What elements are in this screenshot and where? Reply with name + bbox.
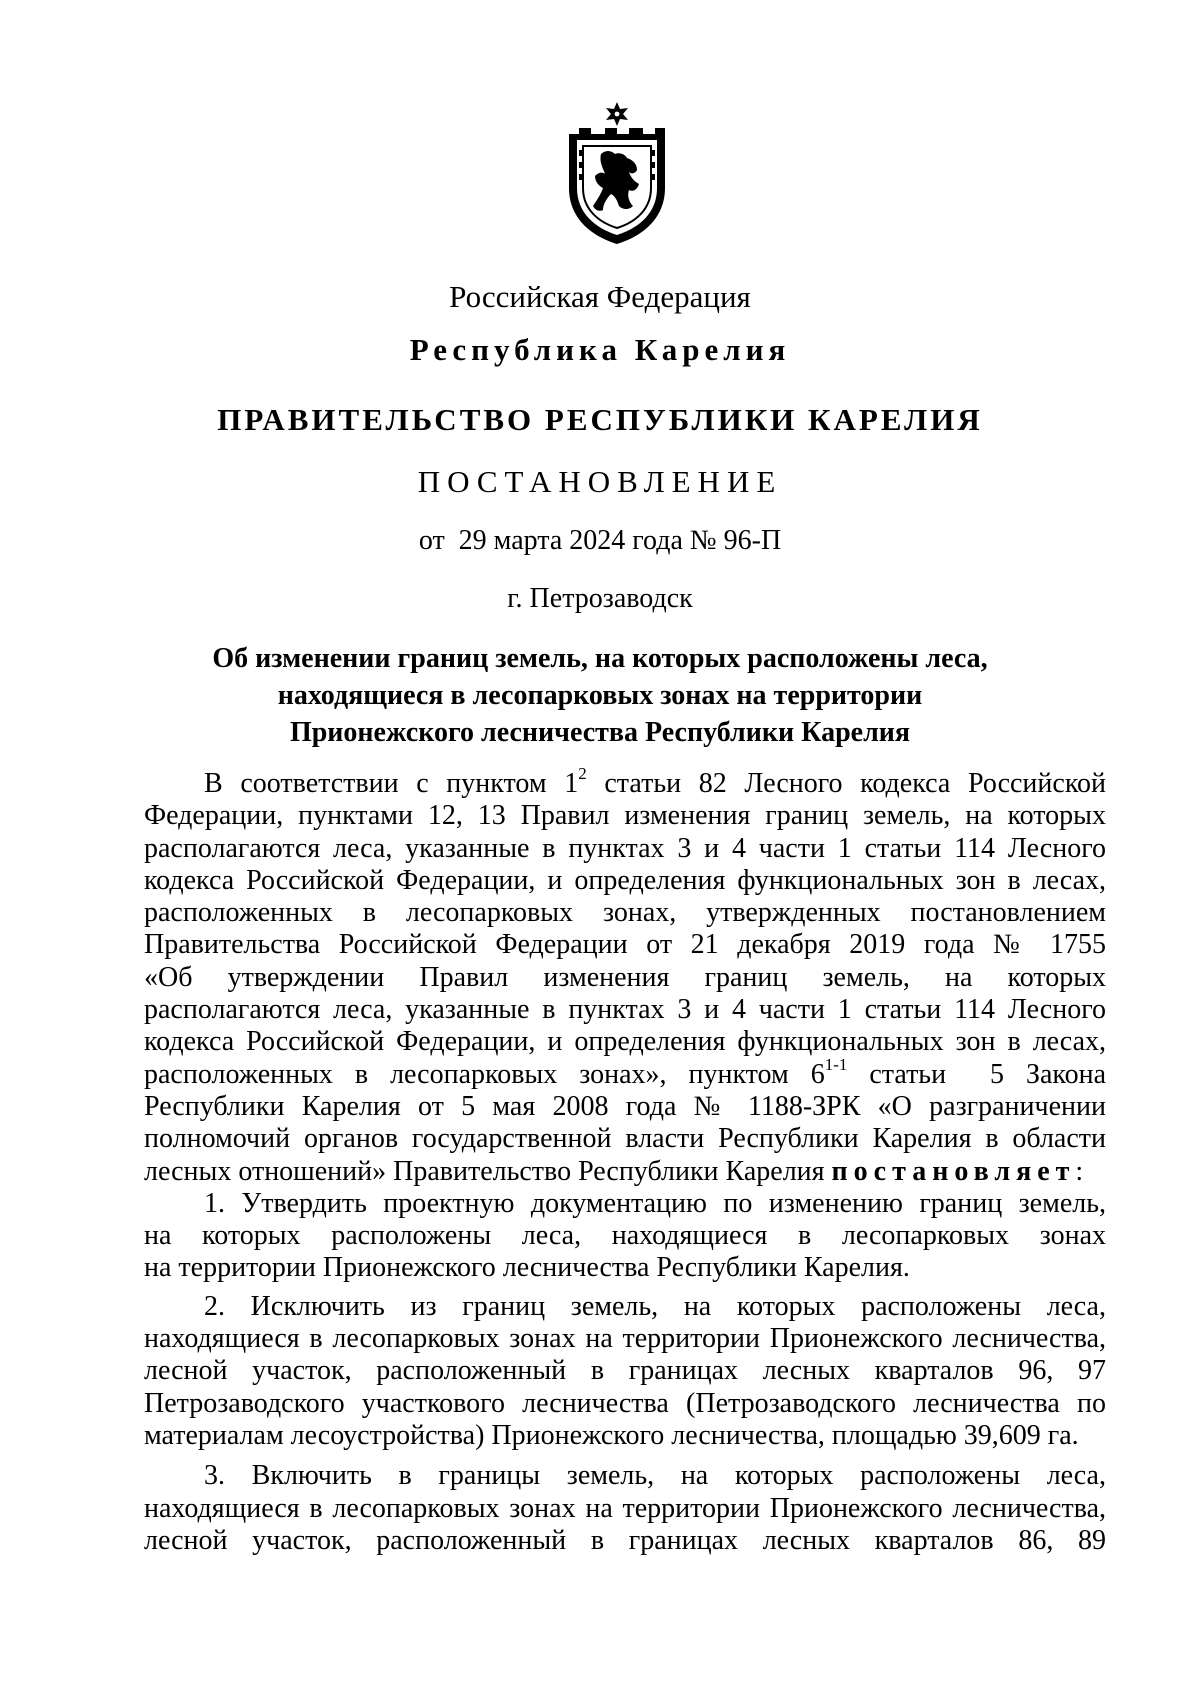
- paragraph-line: 2. Исключить из границ земель, на которых расположены леса,: [204, 1290, 1106, 1322]
- karelia-coat-of-arms-icon: [563, 100, 671, 246]
- item-2-paragraph: [144, 1291, 1106, 1452]
- paragraph-line: располагаются леса, указанные в пунктах 3 и 4 части 1 статьи 114 Лесного: [144, 832, 1106, 864]
- paragraph-line: находящиеся в лесопарковых зонах на территории Прионежского лесничества,: [144, 1323, 1106, 1355]
- preamble-paragraph: [144, 764, 1107, 1188]
- item-1-paragraph: [144, 1188, 1106, 1285]
- paragraph-line: на которых расположены леса, находящиеся в лесопарковых зонах: [144, 1220, 1106, 1252]
- paragraph-line: 3. Включить в границы земель, на которых расположены леса,: [204, 1460, 1106, 1492]
- country-name: Российская Федерация: [449, 279, 751, 314]
- paragraph-line: располагаются леса, указанные в пунктах 3 и 4 части 1 статьи 114 Лесного: [144, 994, 1106, 1026]
- paragraph-line: лесных отношений» Правительство Республики Карелия постановляет:: [144, 1155, 1084, 1187]
- decree-keyword: постановляет: [831, 1155, 1076, 1187]
- paragraph-line: полномочий органов государственной власти Республики Карелия в области: [144, 1123, 1106, 1155]
- paragraph-line: материалам лесоустройства) Прионежского лесничества, площадью 39,609 га.: [144, 1419, 1079, 1451]
- paragraph-line: Правительства Российской Федерации от 21 декабря 2019 года № 1755: [144, 929, 1106, 961]
- government-name: ПРАВИТЕЛЬСТВО РЕСПУБЛИКИ КАРЕЛИЯ: [217, 402, 983, 437]
- paragraph-line: расположенных в лесопарковых зонах», пунктом 6$^{1-1}$ статьи 5 Закона: [144, 1054, 1107, 1090]
- paragraph-line: В соответствии с пунктом $1^2$ статьи 82 Лесного кодекса Российской: [204, 764, 1106, 799]
- paragraph-line: находящиеся в лесопарковых зонах на территории Прионежского лесничества,: [144, 1492, 1106, 1524]
- paragraph-line: на территории Прионежского лесничества Республики Карелия.: [144, 1252, 910, 1284]
- document-type: ПОСТАНОВЛЕНИЕ: [417, 464, 783, 499]
- paragraph-line: расположенных в лесопарковых зонах, утвержденных постановлением: [144, 897, 1106, 929]
- paragraph-line: 1. Утвердить проектную документацию по изменению границ земель,: [204, 1187, 1106, 1219]
- title-line: Прионежского лесничества Республики Карелия: [289, 717, 911, 748]
- document-date-number: от 29 марта 2024 года № 96-П: [418, 525, 782, 556]
- paragraph-line: лесной участок, расположенный в границах лесных кварталов 86, 89: [144, 1524, 1106, 1556]
- republic-name: Республика Карелия: [409, 332, 791, 367]
- paragraph-line: кодекса Российской Федерации, и определения функциональных зон в лесах,: [144, 1026, 1106, 1058]
- paragraph-line: Петрозаводского участкового лесничества (Петрозаводского лесничества по: [144, 1387, 1106, 1419]
- title-line: находящиеся в лесопарковых зонах на территории: [277, 680, 923, 711]
- title-line: Об изменении границ земель, на которых расположены леса,: [212, 643, 988, 674]
- paragraph-line: «Об утверждении Правил изменения границ земель, на которых: [144, 961, 1106, 993]
- document-city: г. Петрозаводск: [507, 583, 693, 614]
- document-body: [144, 764, 1107, 1557]
- item-3-paragraph: [144, 1460, 1106, 1557]
- paragraph-line: Республики Карелия от 5 мая 2008 года № 1188-ЗРК «О разграничении: [144, 1090, 1106, 1122]
- paragraph-line: Федерации, пунктами 12, 13 Правил изменения границ земель, на которых: [144, 800, 1106, 832]
- paragraph-line: кодекса Российской Федерации, и определения функциональных зон в лесах,: [144, 864, 1106, 896]
- document-title: [0, 640, 1200, 751]
- paragraph-line: лесной участок, расположенный в границах лесных кварталов 96, 97: [144, 1355, 1106, 1387]
